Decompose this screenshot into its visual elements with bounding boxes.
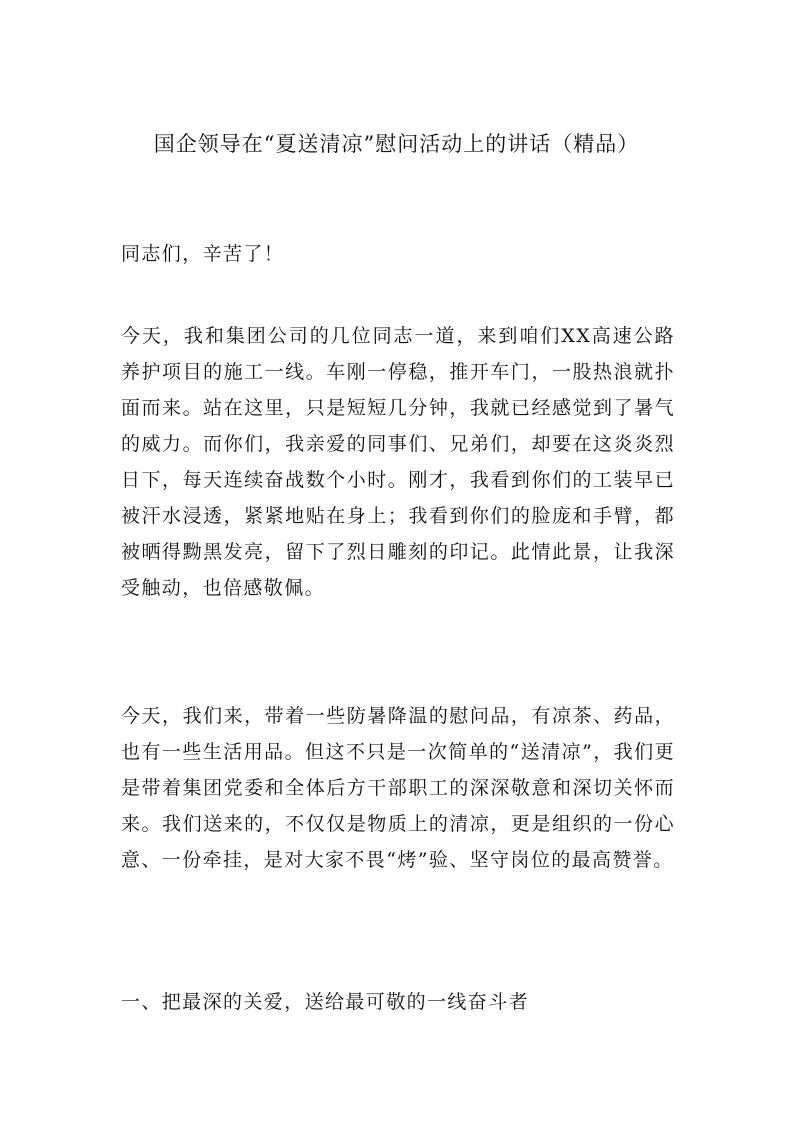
paragraph-2: 今天，我们来，带着一些防暑降温的慰问品，有凉茶、药品，也有一些生活用品。但这不只是一次简单的“送清凉”，我们更是带着集团党委和全体后方干部职工的深深敬意和深切关怀而来。我们送来的，不仅仅是物质上的清凉，更是组织的一份心意、一份牵挂，是对大家不畏“烤”验、坚守岗位的最高赞誉。 [121, 705, 675, 871]
paragraph-1: 今天，我和集团公司的几位同志一道，来到咱们XX高速公路养护项目的施工一线。车刚一停稳，推开车门，一股热浪就扑面而来。站在这里，只是短短几分钟，我就已经感觉到了暑气的威力。而你们，我亲爱的同事们、兄弟们，却要在这炎炎烈日下，每天连续奋战数个小时。刚才，我看到你们的工装早已被汗水浸透，紧紧地贴在身上；我看到你们的脸庞和手臂，都被晒得黝黑发亮，留下了烈日雕刻的印记。此情此景，让我深受触动，也倍感敬佩。 [121, 325, 675, 599]
document-title: 国企领导在“夏送清凉”慰问活动上的讲话（精品） [153, 132, 640, 156]
greeting: 同志们，辛苦了！ [121, 243, 285, 265]
section-heading: 一、把最深的关爱，送给最可敬的一线奋斗者 [121, 991, 530, 1013]
